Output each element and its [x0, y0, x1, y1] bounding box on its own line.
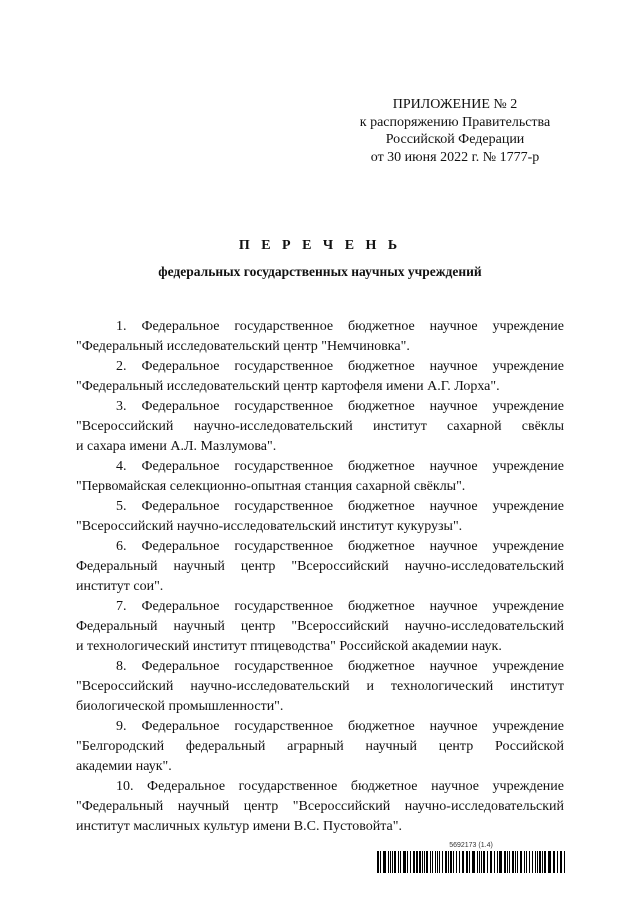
- list-item: [76, 717, 564, 777]
- list-item-line: "Всероссийский научно-исследовательский институт сахарной свёклы: [76, 419, 564, 434]
- list-item: [76, 597, 564, 657]
- list-item: [76, 657, 564, 717]
- list-item: [76, 457, 564, 497]
- list-item-line: "Всероссийский научно-исследовательский институт кукурузы".: [76, 519, 463, 534]
- list-item-line: 5. Федеральное государственное бюджетное научное учреждение: [116, 499, 564, 514]
- institutions-list: [76, 317, 564, 837]
- list-item-line: Федеральный научный центр "Всероссийский научно-исследовательский: [76, 619, 564, 634]
- list-item-line: "Белгородский федеральный аграрный научный центр Российской: [76, 739, 564, 754]
- list-item-line: Федеральный научный центр "Всероссийский научно-исследовательский: [76, 559, 564, 574]
- document-subtitle: федеральных государственных научных учреждений: [158, 264, 482, 279]
- list-item-line: и технологический институт птицеводства" Российской академии наук.: [76, 639, 502, 654]
- appendix-line: ПРИЛОЖЕНИЕ № 2: [392, 97, 518, 112]
- list-item-line: институт сои".: [76, 579, 164, 594]
- list-item-line: 10. Федеральное государственное бюджетное научное учреждение: [116, 779, 564, 794]
- document-code: 5692173 (1.4): [449, 842, 493, 849]
- list-item-line: "Первомайская селекционно-опытная станция сахарной свёклы".: [76, 479, 466, 494]
- appendix-header: [340, 96, 570, 166]
- document-footer: [376, 842, 566, 873]
- list-item-line: "Всероссийский научно-исследовательский и технологический институт: [76, 679, 564, 694]
- list-item-line: 7. Федеральное государственное бюджетное научное учреждение: [116, 599, 564, 614]
- list-item-line: 1. Федеральное государственное бюджетное научное учреждение: [116, 319, 564, 334]
- appendix-line: от 30 июня 2022 г. № 1777-р: [370, 149, 540, 165]
- list-item-line: 8. Федеральное государственное бюджетное научное учреждение: [116, 659, 564, 674]
- list-item-line: 6. Федеральное государственное бюджетное научное учреждение: [116, 539, 564, 554]
- list-item-line: 9. Федеральное государственное бюджетное научное учреждение: [116, 719, 564, 734]
- list-item-line: "Федеральный исследовательский центр "Немчиновка".: [76, 339, 410, 354]
- list-item: [76, 357, 564, 397]
- list-item-line: биологической промышленности".: [76, 699, 284, 714]
- appendix-line: Российской Федерации: [385, 132, 525, 147]
- list-item: [76, 777, 564, 837]
- document-title: П Е Р Е Ч Е Н Ь: [238, 238, 402, 253]
- list-item-line: 4. Федеральное государственное бюджетное научное учреждение: [116, 459, 564, 474]
- list-item-line: 2. Федеральное государственное бюджетное научное учреждение: [116, 359, 564, 374]
- list-item-line: академии наук".: [76, 759, 172, 774]
- list-item: [76, 397, 564, 457]
- list-item: [76, 497, 564, 537]
- list-item-line: 3. Федеральное государственное бюджетное научное учреждение: [116, 399, 564, 414]
- list-item-line: "Федеральный исследовательский центр картофеля имени А.Г. Лорха".: [76, 379, 500, 394]
- list-item-line: институт масличных культур имени В.С. Пустовойта".: [76, 819, 402, 834]
- list-item: [76, 537, 564, 597]
- list-item-line: и сахара имени А.Л. Мазлумова".: [76, 439, 277, 454]
- list-item: [76, 317, 564, 357]
- barcode-icon: [376, 851, 566, 873]
- list-item-line: "Федеральный научный центр "Всероссийский научно-исследовательский: [76, 799, 564, 814]
- appendix-line: к распоряжению Правительства: [359, 114, 551, 130]
